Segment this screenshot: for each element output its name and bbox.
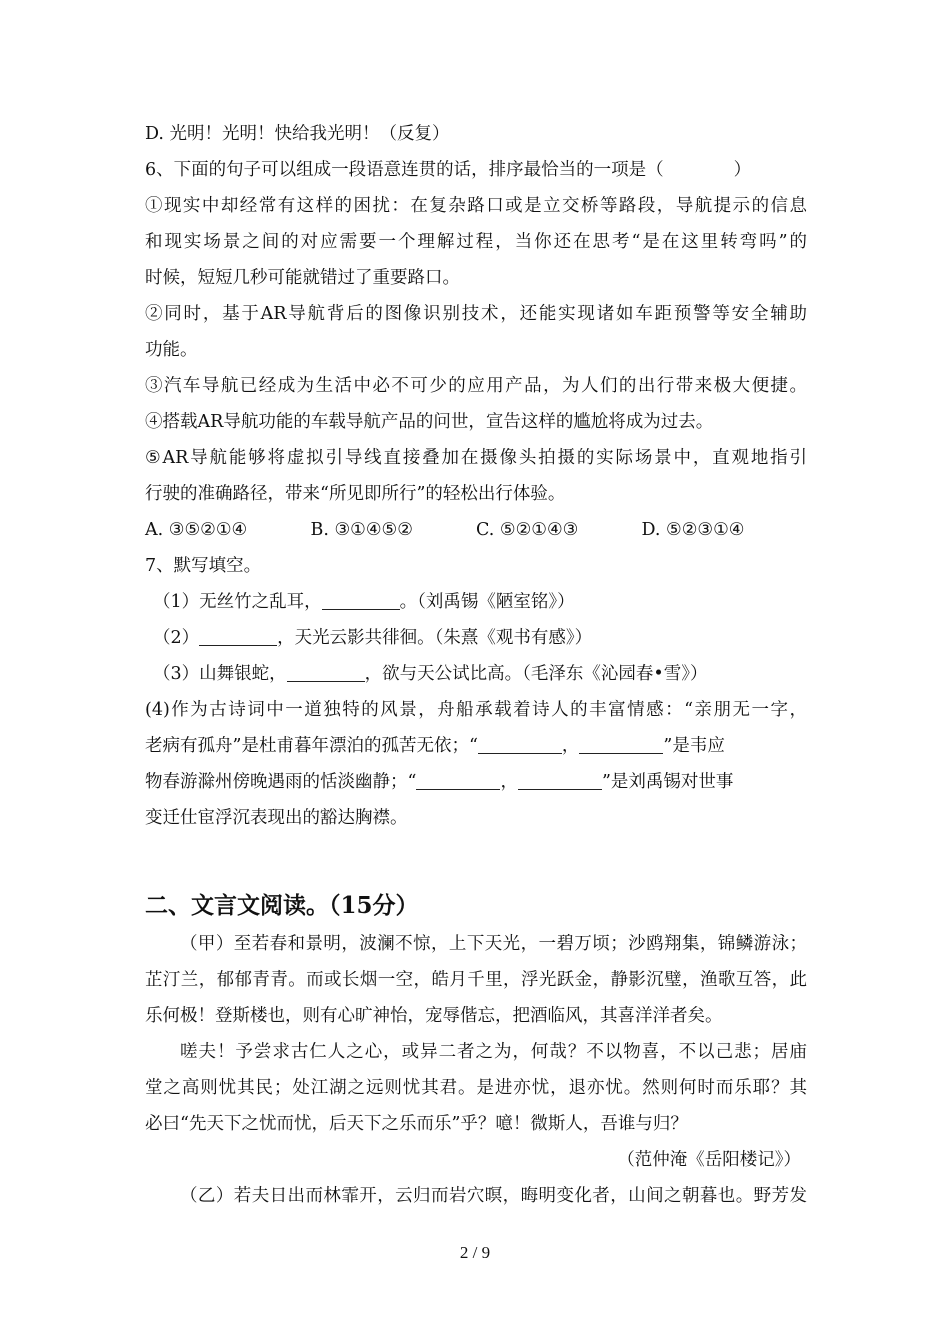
passage-jia-p1-line-2: 芷汀兰，郁郁青青。而或长烟一空，皓月千里，浮光跃金，静影沉璧，渔歌互答，此 [145, 970, 807, 990]
page-number: 2 / 9 [459, 1243, 491, 1262]
q6-sentence-1-line-1: ①现实中却经常有这样的困扰：在复杂路口或是立交桥等路段，导航提示的信息 [145, 196, 807, 216]
q6-sentence-2-line-2: 功能。 [145, 340, 198, 360]
page-content [145, 116, 807, 1214]
section-heading: 二、文言文阅读。（15分） [145, 892, 419, 919]
q5-option-d: D. 光明！光明！快给我光明！（反复） [145, 124, 450, 144]
q6-option-c: C. ⑤②①④③ [476, 520, 579, 540]
blank-line [579, 733, 663, 754]
q7-part-2 [145, 620, 807, 656]
q6-sentence-1-line-3: 时候，短短几秒可能就错过了重要路口。 [145, 268, 460, 288]
passage-jia-p2-line-2: 堂之高则忧其民；处江湖之远则忧其君。是进亦忧，退亦忧。然则何时而乐耶？其 [145, 1078, 807, 1098]
blank-line [518, 769, 602, 790]
passage-jia-p1-line-1: （甲）至若春和景明，波澜不惊，上下天光，一碧万顷；沙鸥翔集，锦鳞游泳； [180, 934, 807, 954]
q7-part-4-text: ”是韦应 [663, 736, 725, 756]
q7-part-2-text-a: （2） [153, 628, 200, 648]
q7-part-1-text-a: （1）无丝竹之乱耳， [153, 592, 322, 612]
q7-part-3 [145, 656, 807, 692]
q7-part-4-line-1: (4)作为古诗词中一道独特的风景，舟船承载着诗人的丰富情感：“亲朋无一字， [145, 700, 807, 720]
q7-part-3-text-b: ，欲与天公试比高。（毛泽东《沁园春•雪》） [364, 664, 708, 684]
q7-part-1 [145, 584, 807, 620]
q7-part-4-comma: ， [561, 736, 580, 756]
q6-option-d: D. ⑤②③①④ [641, 520, 745, 540]
passage-jia-p2-line-3: 必曰“先天下之忧而忧，后天下之乐而乐”乎？噫！微斯人，吾谁与归？ [145, 1114, 688, 1134]
q6-sentence-5-line-1: ⑤AR导航能够将虚拟引导线直接叠加在摄像头拍摄的实际场景中，直观地指引 [145, 448, 807, 468]
q7-part-4-comma: ， [500, 772, 518, 792]
q6-sentence-5-line-2: 行驶的准确路径，带来“所见即所行”的轻松出行体验。 [145, 484, 566, 504]
blank-line [416, 769, 500, 790]
blank-line [322, 589, 400, 610]
blank-line [287, 661, 365, 682]
q7-part-4-line-4: 变迁仕宦浮沉表现出的豁达胸襟。 [145, 808, 408, 828]
passage-jia-p1-line-3: 乐何极！登斯楼也，则有心旷神怡，宠辱偕忘，把酒临风，其喜洋洋者矣。 [145, 1006, 723, 1026]
passage-yi-line-1: （乙）若夫日出而林霏开，云归而岩穴暝，晦明变化者，山间之朝暮也。野芳发 [180, 1186, 807, 1206]
q6-stem: 6、下面的句子可以组成一段语意连贯的话，排序最恰当的一项是（ ） [145, 160, 752, 180]
q6-sentence-3: ③汽车导航已经成为生活中必不可少的应用产品，为人们的出行带来极大便捷。 [145, 376, 807, 396]
q6-option-a: A. ③⑤②①④ [145, 520, 248, 540]
passage-jia-source: （范仲淹《岳阳楼记》） [617, 1150, 801, 1170]
q7-part-4-text: 物春游滁州傍晚遇雨的恬淡幽静；“ [145, 772, 417, 792]
passage-jia-p2-line-1: 嗟夫！予尝求古仁人之心，或异二者之为，何哉？不以物喜，不以己悲；居庙 [180, 1042, 807, 1062]
q6-sentence-2-line-1: ②同时，基于AR导航背后的图像识别技术，还能实现诸如车距预警等安全辅助 [145, 304, 807, 324]
blank-line [478, 733, 562, 754]
q7-part-4-text: ”是刘禹锡对世事 [601, 772, 734, 792]
q7-part-3-text-a: （3）山舞银蛇， [153, 664, 287, 684]
q6-options [145, 512, 807, 548]
q7-part-4-line-3 [145, 764, 807, 800]
q6-sentence-4: ④搭载AR导航功能的车载导航产品的问世，宣告这样的尴尬将成为过去。 [145, 412, 714, 432]
q7-part-4-text: 老病有孤舟”是杜甫暮年漂泊的孤苦无依；“ [145, 736, 478, 756]
q7-part-2-text-b: ，天光云影共徘徊。（朱熹《观书有感》） [277, 628, 593, 648]
q6-sentence-1-line-2: 和现实场景之间的对应需要一个理解过程，当你还在思考“是在这里转弯吗”的 [145, 232, 807, 252]
q7-part-4-line-2 [145, 728, 807, 764]
q7-stem: 7、默写填空。 [145, 556, 262, 576]
blank-line [199, 625, 277, 646]
q7-part-1-text-b: 。（刘禹锡《陋室铭》） [399, 592, 575, 612]
q6-option-b: B. ③①④⑤② [310, 520, 413, 540]
